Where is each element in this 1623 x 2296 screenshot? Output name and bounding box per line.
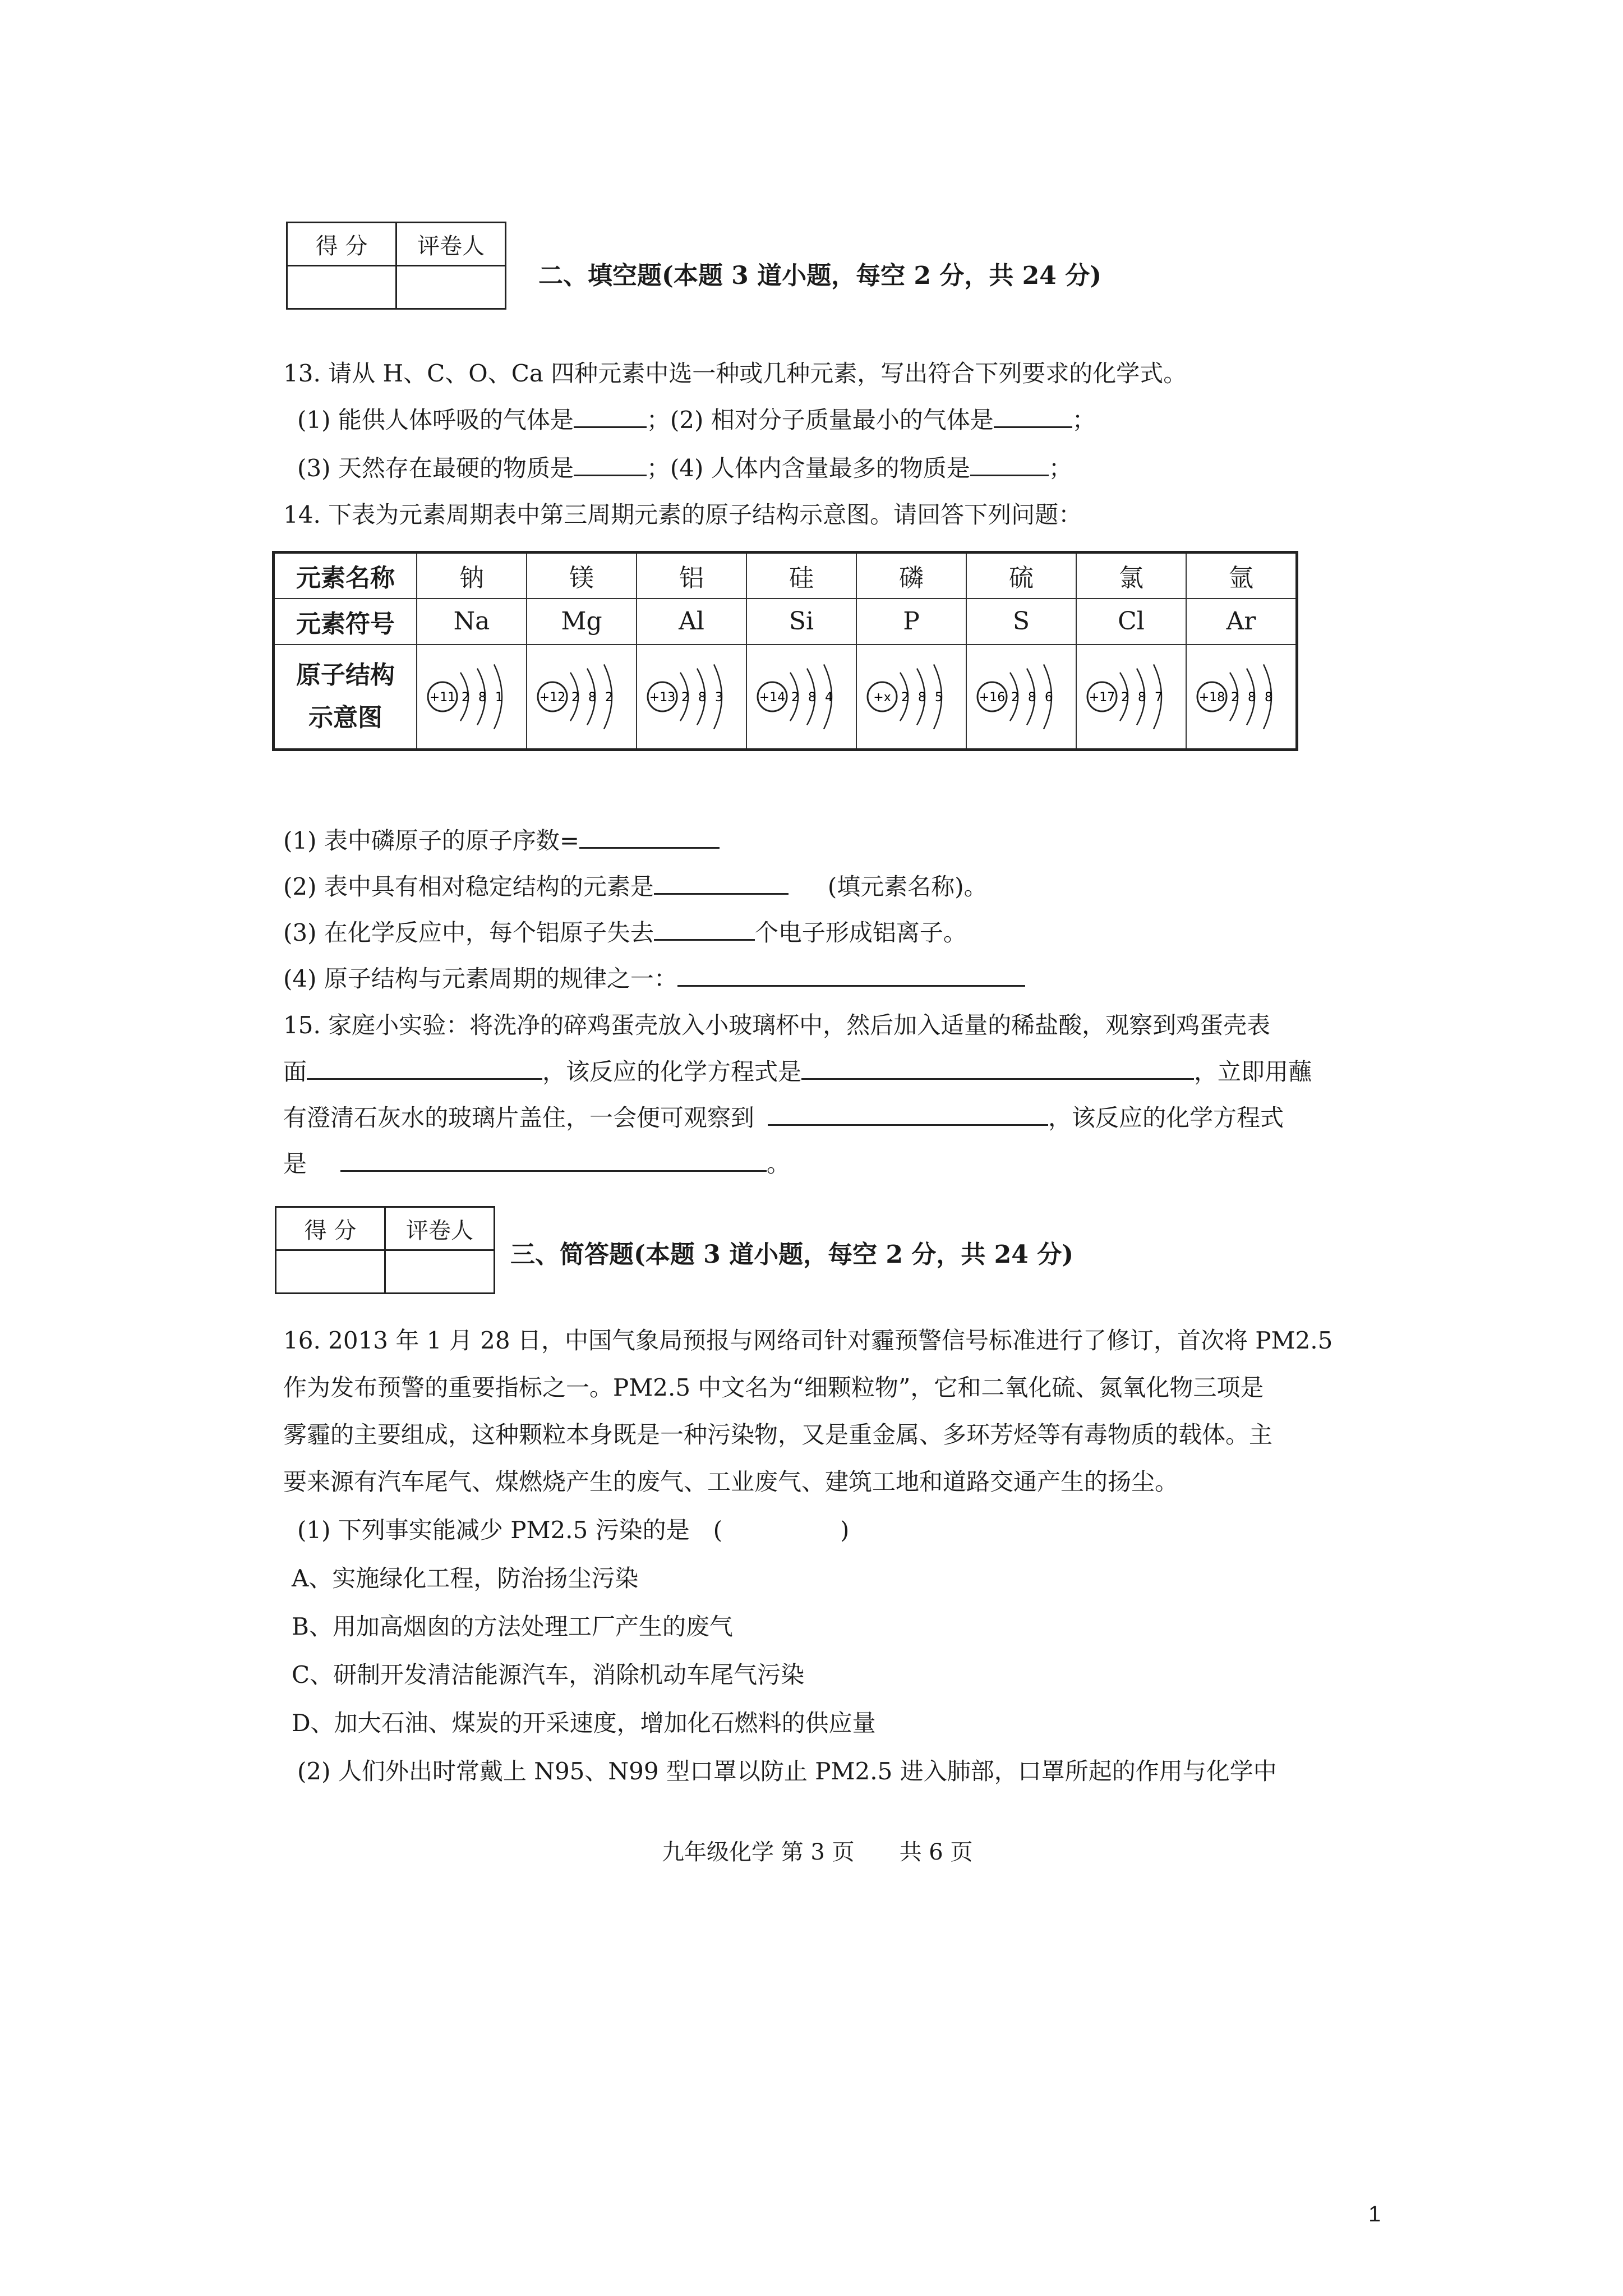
q15-l2a: 面 bbox=[283, 1058, 307, 1085]
q16-option-c: C、研制开发清洁能源汽车，消除机动车尾气污染 bbox=[292, 1661, 805, 1688]
electron-count: 8 bbox=[1248, 690, 1256, 705]
q14-sub2-tail: (填元素名称)。 bbox=[827, 873, 988, 900]
q14-sub4-text: (4) 原子结构与元素周期的规律之一： bbox=[283, 965, 677, 992]
atom-structure-svg bbox=[531, 652, 632, 742]
electron-count: 8 bbox=[918, 690, 926, 705]
nucleus-charge: +11 bbox=[429, 690, 456, 705]
q16-part2: (2) 人们外出时常戴上 N95、N99 型口罩以防止 PM2.5 进入肺部，口罩所起的作用与化学中 bbox=[297, 1757, 1277, 1785]
section3-title: 三、简答题(本题 3 道小题，每空 2 分，共 24 分) bbox=[510, 1240, 1074, 1269]
electron-count: 8 bbox=[698, 690, 706, 705]
atom-structure-svg bbox=[641, 652, 742, 742]
q15-line4 bbox=[283, 1148, 790, 1180]
q15-line1: 15. 家庭小实验：将洗净的碎鸡蛋壳放入小玻璃杯中，然后加入适量的稀盐酸，观察到鸡蛋壳表 bbox=[283, 1011, 1271, 1039]
q16-line2: 作为发布预警的重要指标之一。PM2.5 中文名为“细颗粒物”，它和二氧化硫、氮氧化物三项是 bbox=[283, 1374, 1264, 1401]
q13-blank2[interactable] bbox=[994, 404, 1072, 428]
electron-count: 2 bbox=[571, 690, 579, 705]
q14-sub3 bbox=[283, 917, 967, 949]
element-name: 钠 bbox=[417, 553, 527, 599]
element-symbol: Si bbox=[746, 599, 856, 645]
atom-diagram bbox=[417, 645, 527, 750]
grader-header: 评卷人 bbox=[385, 1207, 495, 1250]
score-cell[interactable] bbox=[287, 266, 396, 309]
electron-count: 2 bbox=[791, 690, 799, 705]
q14-sub2 bbox=[283, 871, 988, 903]
atom-diagram bbox=[856, 645, 966, 750]
electron-count: 2 bbox=[1231, 690, 1239, 705]
electron-count: 6 bbox=[1045, 690, 1053, 705]
element-name: 硅 bbox=[746, 553, 856, 599]
q14-sub2-text: (2) 表中具有相对稳定结构的元素是 bbox=[283, 873, 654, 900]
electron-count: 7 bbox=[1155, 690, 1163, 705]
score-box-section3 bbox=[275, 1206, 495, 1294]
element-name: 铝 bbox=[637, 553, 746, 599]
nucleus-charge: +x bbox=[873, 690, 891, 705]
q15-l4b: 。 bbox=[767, 1150, 791, 1177]
atom-structure-svg bbox=[1191, 652, 1292, 742]
q16-line4: 要来源有汽车尾气、煤燃烧产生的废气、工业废气、建筑工地和道路交通产生的扬尘。 bbox=[283, 1468, 1179, 1496]
score-header: 得 分 bbox=[276, 1207, 385, 1250]
atom-diagram bbox=[746, 645, 856, 750]
q13-line1 bbox=[297, 404, 1096, 436]
row-label-diagram bbox=[274, 645, 417, 750]
page-number: 1 bbox=[1368, 2202, 1381, 2226]
q16-line3: 雾霾的主要组成，这种颗粒本身既是一种污染物，又是重金属、多环芳烃等有毒物质的载体。主 bbox=[283, 1421, 1273, 1448]
q13-stem: 13. 请从 H、C、O、Ca 四种元素中选一种或几种元素，写出符合下列要求的化学式。 bbox=[283, 360, 1187, 387]
atom-structure-svg bbox=[971, 652, 1072, 742]
atom-structure-svg bbox=[751, 652, 852, 742]
electron-count: 2 bbox=[1121, 690, 1129, 705]
electron-count: 2 bbox=[1011, 690, 1019, 705]
element-name: 镁 bbox=[527, 553, 637, 599]
electron-count: 2 bbox=[605, 690, 613, 705]
q14-sub1-text: (1) 表中磷原子的原子序数= bbox=[283, 827, 580, 854]
element-name: 硫 bbox=[966, 553, 1076, 599]
q13-blank4[interactable] bbox=[970, 452, 1049, 476]
atom-diagram bbox=[1186, 645, 1297, 750]
element-symbol: Cl bbox=[1076, 599, 1186, 645]
q14-blank1[interactable] bbox=[579, 825, 720, 849]
electron-count: 5 bbox=[935, 690, 943, 705]
element-name: 氩 bbox=[1186, 553, 1297, 599]
atom-diagram bbox=[966, 645, 1076, 750]
periodic-table bbox=[272, 551, 1298, 751]
electron-count: 8 bbox=[588, 690, 596, 705]
electron-count: 2 bbox=[901, 690, 909, 705]
q15-l2c: ，立即用蘸 bbox=[1194, 1058, 1312, 1085]
q13-line2 bbox=[297, 452, 1072, 484]
atom-diagram bbox=[1076, 645, 1186, 750]
q15-l3b: ，该反应的化学方程式 bbox=[1048, 1104, 1284, 1131]
q14-blank3[interactable] bbox=[654, 917, 755, 941]
nucleus-charge: +12 bbox=[539, 690, 566, 705]
element-symbol: Ar bbox=[1186, 599, 1297, 645]
row-label-diagram-1: 原子结构 bbox=[296, 660, 395, 689]
row-label-symbol: 元素符号 bbox=[274, 599, 417, 645]
q16-option-a: A、实施绿化工程，防治扬尘污染 bbox=[292, 1565, 639, 1592]
electron-count: 4 bbox=[825, 690, 833, 705]
q15-blank3[interactable] bbox=[768, 1102, 1048, 1126]
electron-count: 8 bbox=[808, 690, 816, 705]
q14-sub1 bbox=[283, 825, 720, 857]
section2-title: 二、填空题(本题 3 道小题，每空 2 分，共 24 分) bbox=[538, 261, 1102, 290]
electron-count: 8 bbox=[1138, 690, 1146, 705]
electron-count: 8 bbox=[478, 690, 486, 705]
score-box-section2 bbox=[286, 222, 506, 310]
q15-line3 bbox=[283, 1102, 1284, 1134]
q14-blank2[interactable] bbox=[654, 871, 789, 895]
electron-count: 8 bbox=[1265, 690, 1272, 705]
element-symbol: Al bbox=[637, 599, 746, 645]
q16-line1: 16. 2013 年 1 月 28 日，中国气象局预报与网络司针对霾预警信号标准进行了修订，首次将 PM2.5 bbox=[283, 1327, 1333, 1354]
q13-blank3[interactable] bbox=[574, 452, 647, 476]
q15-line2 bbox=[283, 1056, 1312, 1088]
q15-blank2[interactable] bbox=[801, 1056, 1194, 1080]
atom-structure-svg bbox=[861, 652, 962, 742]
atom-diagram bbox=[527, 645, 637, 750]
atom-structure-svg bbox=[1081, 652, 1182, 742]
nucleus-charge: +17 bbox=[1089, 690, 1115, 705]
electron-count: 1 bbox=[495, 690, 503, 705]
atom-diagram bbox=[637, 645, 746, 750]
nucleus-charge: +14 bbox=[759, 690, 786, 705]
q14-sub3-a: (3) 在化学反应中，每个铝原子失去 bbox=[283, 919, 654, 946]
nucleus-charge: +13 bbox=[649, 690, 676, 705]
element-symbol: P bbox=[856, 599, 966, 645]
grader-header: 评卷人 bbox=[396, 223, 506, 266]
q13-part3: (3) 天然存在最硬的物质是 bbox=[297, 454, 574, 482]
element-name: 氯 bbox=[1076, 553, 1186, 599]
score-header: 得 分 bbox=[287, 223, 396, 266]
element-symbol: Mg bbox=[527, 599, 637, 645]
page-footer: 九年级化学 第 3 页 共 6 页 bbox=[662, 1839, 973, 1865]
row-label-diagram-2: 示意图 bbox=[308, 703, 382, 732]
q13-part1: (1) 能供人体呼吸的气体是 bbox=[297, 406, 574, 434]
q16-option-b: B、用加高烟囱的方法处理工厂产生的废气 bbox=[292, 1613, 733, 1640]
q15-l2b: ，该反应的化学方程式是 bbox=[542, 1058, 802, 1085]
row-label-name: 元素名称 bbox=[274, 553, 417, 599]
q13-part4: ；(4) 人体内含量最多的物质是 bbox=[646, 454, 970, 482]
element-name: 磷 bbox=[856, 553, 966, 599]
electron-count: 8 bbox=[1028, 690, 1036, 705]
q15-blank4[interactable] bbox=[340, 1148, 767, 1172]
electron-count: 3 bbox=[715, 690, 723, 705]
q13-blank1[interactable] bbox=[574, 404, 647, 428]
score-cell[interactable] bbox=[276, 1250, 385, 1294]
q16-part1: (1) 下列事实能减少 PM2.5 污染的是 ( ) bbox=[297, 1516, 850, 1544]
q15-l4a: 是 bbox=[283, 1150, 307, 1177]
q14-sub3-b: 个电子形成铝离子。 bbox=[754, 919, 967, 946]
grader-cell[interactable] bbox=[385, 1250, 495, 1294]
atom-structure-svg bbox=[421, 652, 522, 742]
element-symbol: S bbox=[966, 599, 1076, 645]
q15-l3a: 有澄清石灰水的玻璃片盖住，一会便可观察到 bbox=[283, 1104, 755, 1131]
element-symbol: Na bbox=[417, 599, 527, 645]
q15-blank1[interactable] bbox=[307, 1056, 542, 1080]
electron-count: 2 bbox=[681, 690, 689, 705]
nucleus-charge: +16 bbox=[979, 690, 1006, 705]
q16-option-d: D、加大石油、煤炭的开采速度，增加化石燃料的供应量 bbox=[292, 1709, 876, 1737]
q13-end2: ； bbox=[1048, 454, 1072, 482]
q13-end1: ； bbox=[1072, 406, 1096, 434]
q13-part2: ；(2) 相对分子质量最小的气体是 bbox=[646, 406, 994, 434]
q14-stem: 14. 下表为元素周期表中第三周期元素的原子结构示意图。请回答下列问题： bbox=[283, 501, 1082, 528]
q14-blank4[interactable] bbox=[677, 963, 1025, 987]
electron-count: 2 bbox=[462, 690, 469, 705]
nucleus-charge: +18 bbox=[1198, 690, 1225, 705]
grader-cell[interactable] bbox=[396, 266, 506, 309]
q14-sub4 bbox=[283, 963, 1025, 995]
